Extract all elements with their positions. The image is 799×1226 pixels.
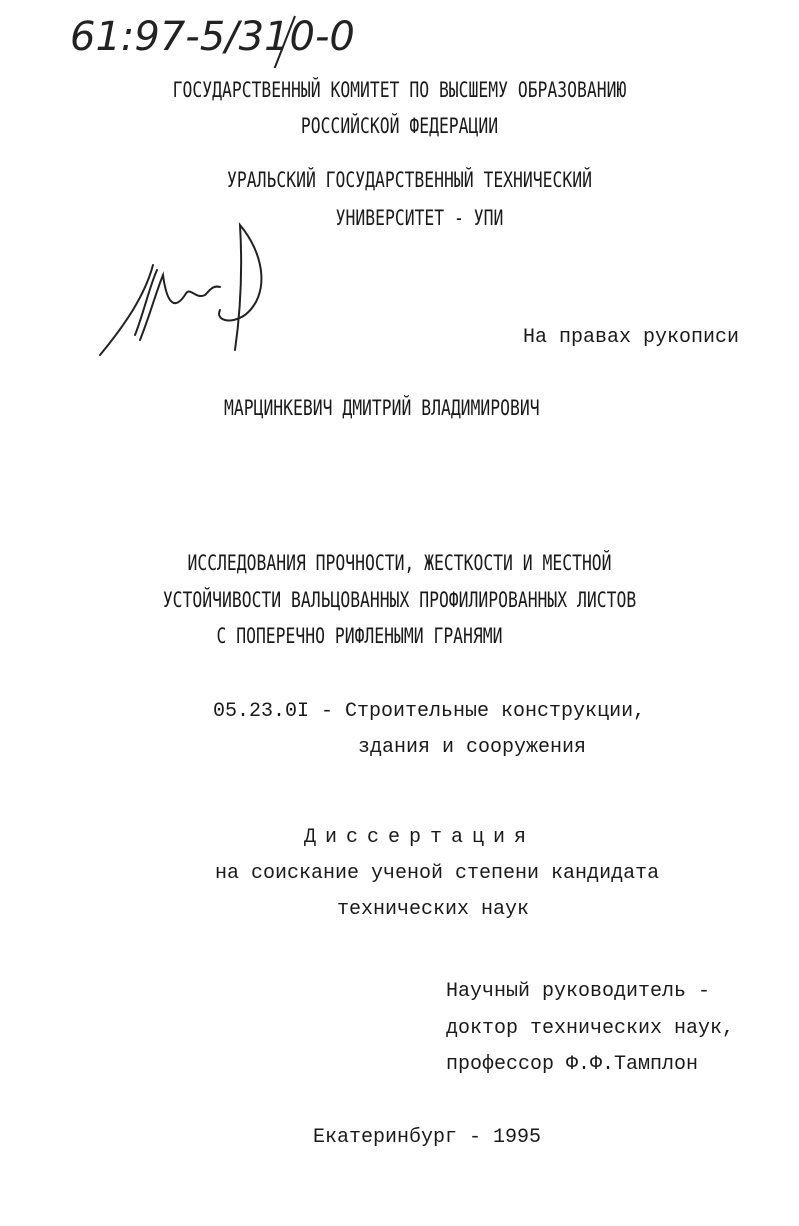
degree-heading: Диссертация [304,826,536,849]
supervisor-line-1: Научный руководитель - [446,980,711,1003]
author-name: МАРЦИНКЕВИЧ ДМИТРИЙ ВЛАДИМИРОВИЧ [224,396,540,420]
degree-line-2: на соискание ученой степени кандидата [215,862,660,885]
degree-line-3: технических наук [337,898,530,921]
ministry-line-2: РОССИЙСКОЙ ФЕДЕРАЦИИ [300,114,499,138]
title-line-1: ИССЛЕДОВАНИЯ ПРОЧНОСТИ, ЖЕСТКОСТИ И МЕСТНОЙ [187,551,612,575]
university-line-1: УРАЛЬСКИЙ ГОСУДАРСТВЕННЫЙ ТЕХНИЧЕСКИЙ [227,168,592,192]
archive-code-text: 61:97-5/310-0 [70,14,355,60]
title-line-3: С ПОПЕРЕЧНО РИФЛЕНЫМИ ГРАНЯМИ [216,624,503,648]
supervisor-line-2: доктор технических наук, [446,1017,735,1040]
city-and-year: Екатеринбург - 1995 [313,1126,542,1149]
specialty-line-1: 05.23.0I - Строительные конструкции, [213,700,646,723]
specialty-line-2: здания и сооружения [358,736,587,759]
archive-code-handwritten [70,8,470,68]
university-line-2: УНИВЕРСИТЕТ - УПИ [335,206,504,230]
signature-mark [95,215,275,365]
manuscript-rights-note: На правах рукописи [523,326,740,349]
supervisor-line-3: профессор Ф.Ф.Тамплон [446,1053,699,1076]
title-line-2: УСТОЙЧИВОСТИ ВАЛЬЦОВАННЫХ ПРОФИЛИРОВАННЫХ ЛИСТОВ [162,588,637,612]
ministry-line-1: ГОСУДАРСТВЕННЫЙ КОМИТЕТ ПО ВЫСШЕМУ ОБРАЗОВАНИЮ [172,78,627,102]
